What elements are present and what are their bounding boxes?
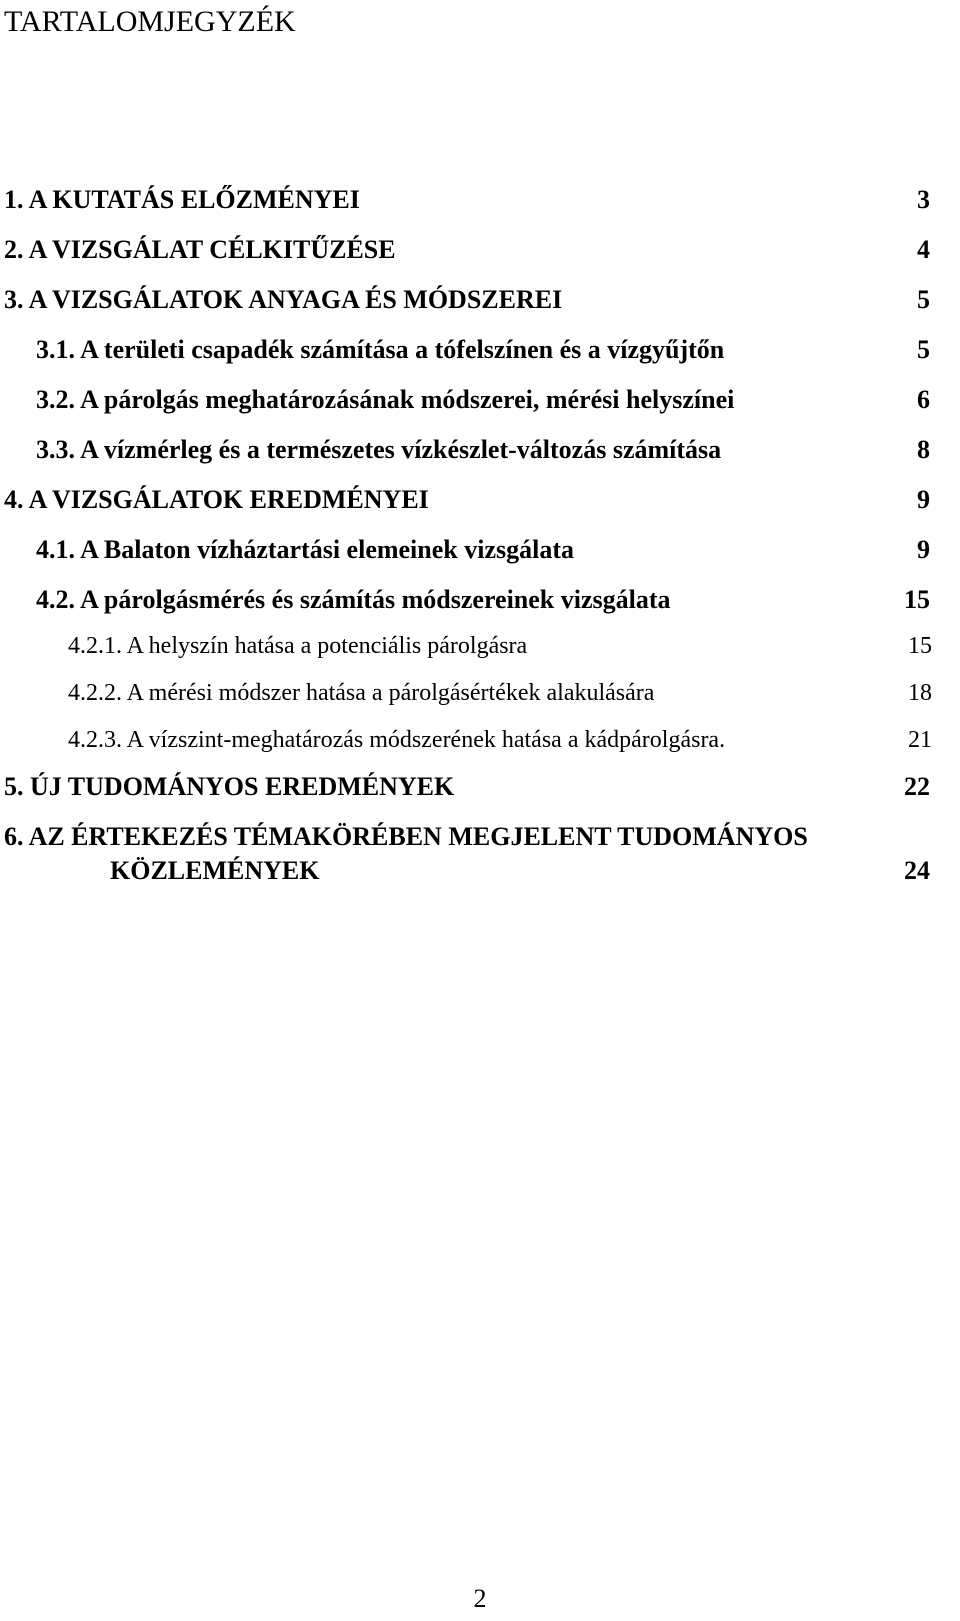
toc-entry-label: 4.1. A Balaton vízháztartási elemeinek vizsgálata bbox=[36, 535, 575, 564]
page-number: 2 bbox=[473, 1584, 487, 1613]
toc-entry-label: 1. A KUTATÁS ELŐZMÉNYEI bbox=[4, 185, 360, 214]
toc-entry-4-2-3[interactable] bbox=[68, 725, 932, 755]
toc-entry-4-2-1[interactable] bbox=[68, 631, 932, 661]
toc-entry-page: 15 bbox=[904, 585, 930, 614]
toc-entry-page: 22 bbox=[904, 772, 930, 801]
toc-entry-label: 2. A VIZSGÁLAT CÉLKITŰZÉSE bbox=[4, 235, 396, 264]
toc-entry-page: 5 bbox=[917, 285, 930, 314]
toc-entry-label: 3.1. A területi csapadék számítása a tófelszínen és a vízgyűjtőn bbox=[36, 335, 725, 364]
toc-entry-page: 24 bbox=[904, 856, 930, 885]
toc-entry-page: 6 bbox=[917, 385, 930, 414]
toc-entry-5[interactable] bbox=[4, 771, 930, 803]
toc-entry-2[interactable] bbox=[4, 234, 930, 266]
toc-entry-6[interactable] bbox=[4, 821, 930, 891]
toc-entry-3-2[interactable] bbox=[36, 384, 930, 416]
toc-entry-page: 9 bbox=[917, 485, 930, 514]
toc-entry-label: 4.2. A párolgásmérés és számítás módszereinek vizsgálata bbox=[36, 585, 671, 614]
toc-entry-page: 4 bbox=[917, 235, 930, 264]
toc-entry-3-1[interactable] bbox=[36, 334, 930, 366]
toc-entry-label: 3.2. A párolgás meghatározásának módszerei, mérési helyszínei bbox=[36, 385, 735, 414]
toc-entry-label: 4.2.3. A vízszint-meghatározás módszerének hatása a kádpárolgásra. bbox=[68, 727, 726, 753]
toc-entry-label: 4.2.2. A mérési módszer hatása a párolgásértékek alakulására bbox=[68, 680, 655, 706]
toc-entry-label: 5. ÚJ TUDOMÁNYOS EREDMÉNYEK bbox=[4, 772, 455, 801]
toc-entry-page: 21 bbox=[908, 727, 932, 753]
toc-entry-label: 3.3. A vízmérleg és a természetes vízkészlet-változás számítása bbox=[36, 435, 722, 464]
toc-entry-page: 3 bbox=[917, 185, 930, 214]
toc-entry-label-continuation: KÖZLEMÉNYEK bbox=[110, 856, 320, 885]
toc-entry-page: 15 bbox=[908, 633, 932, 659]
toc-entry-page: 9 bbox=[917, 535, 930, 564]
toc-entry-page: 18 bbox=[908, 680, 932, 706]
toc-entry-label: 6. AZ ÉRTEKEZÉS TÉMAKÖRÉBEN MEGJELENT TUDOMÁNYOS bbox=[4, 822, 808, 851]
toc-entry-1[interactable] bbox=[4, 184, 930, 216]
toc-entry-label: 4.2.1. A helyszín hatása a potenciális párolgásra bbox=[68, 633, 528, 659]
toc-entry-label: 4. A VIZSGÁLATOK EREDMÉNYEI bbox=[4, 485, 429, 514]
page-title: TARTALOMJEGYZÉK bbox=[4, 5, 296, 38]
toc-entry-page: 5 bbox=[917, 335, 930, 364]
toc-entry-label: 3. A VIZSGÁLATOK ANYAGA ÉS MÓDSZEREI bbox=[4, 285, 563, 314]
toc-entry-4-1[interactable] bbox=[36, 534, 930, 566]
toc-entry-4[interactable] bbox=[4, 484, 930, 516]
toc-entry-3-3[interactable] bbox=[36, 434, 930, 466]
toc-entry-4-2-2[interactable] bbox=[68, 678, 932, 708]
toc-entry-4-2[interactable] bbox=[36, 584, 930, 616]
toc-entry-page: 8 bbox=[917, 435, 930, 464]
toc-entry-3[interactable] bbox=[4, 284, 930, 316]
